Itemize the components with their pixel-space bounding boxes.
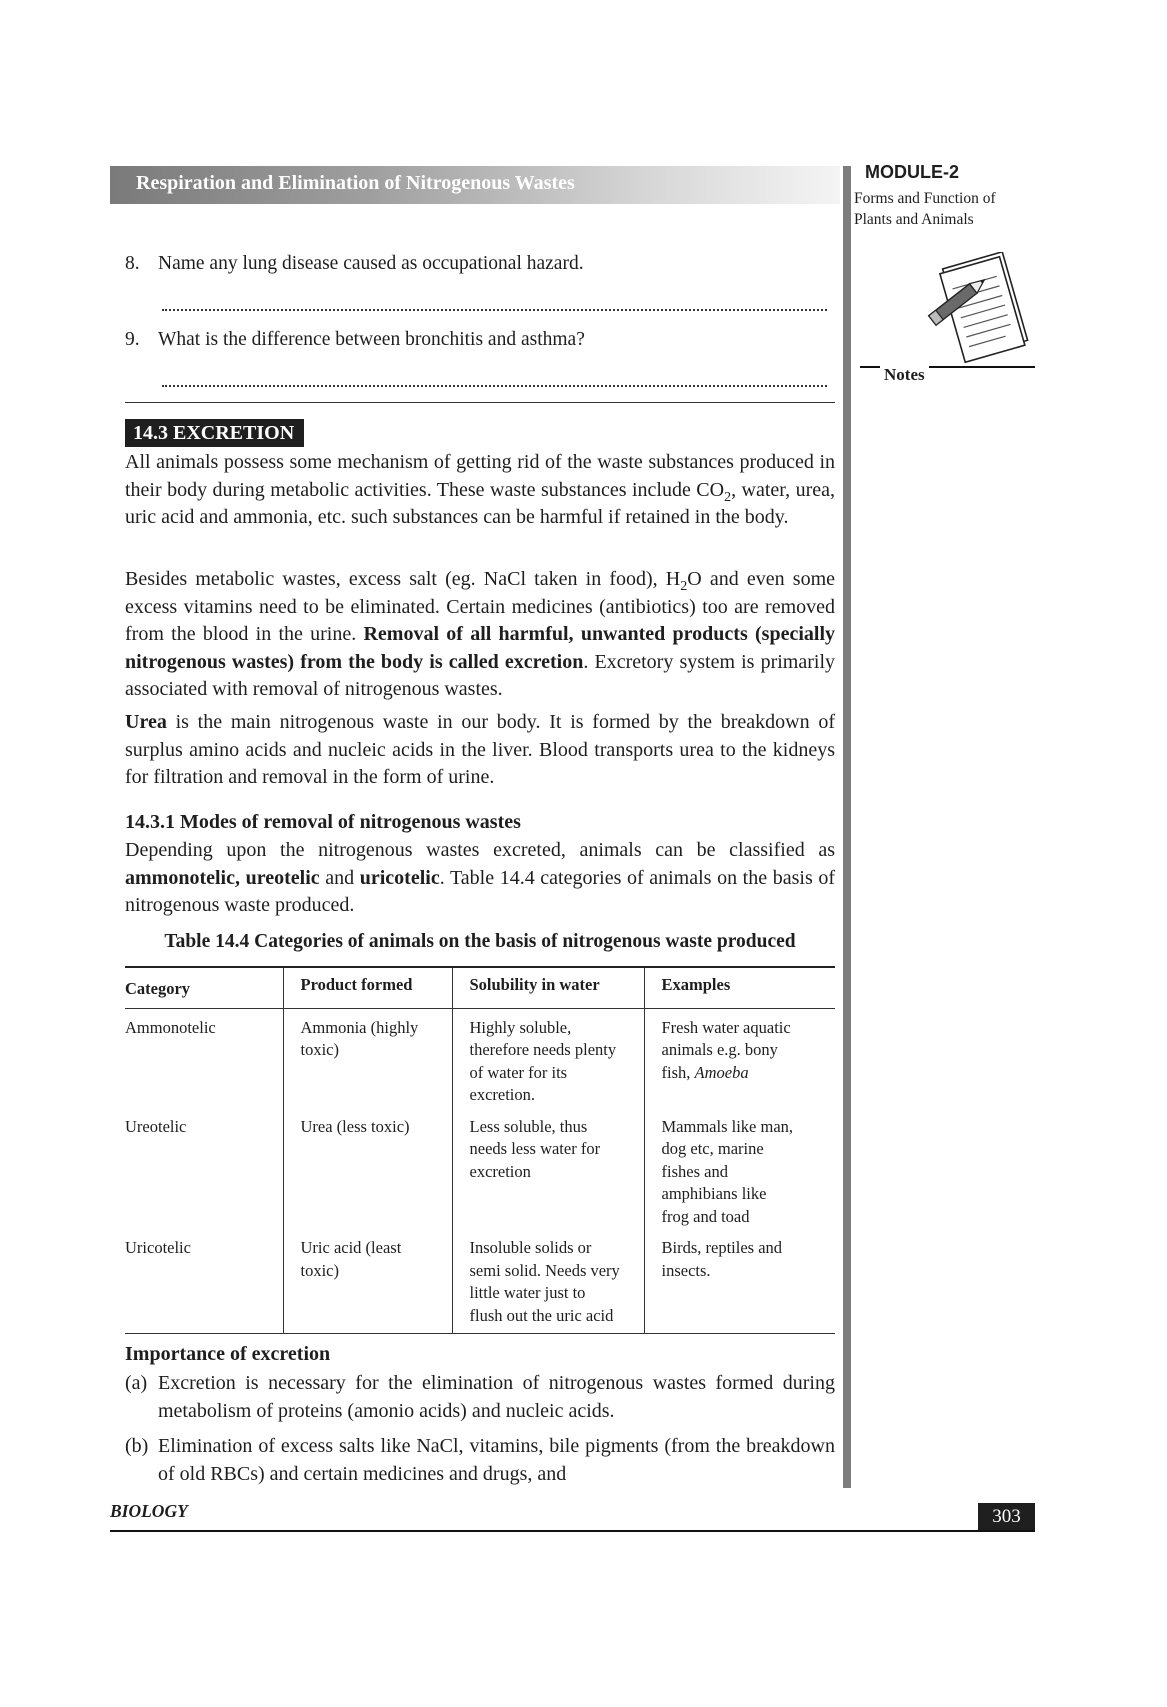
question-number: 8. bbox=[125, 253, 140, 274]
product-cell: Uric acid (least toxic) bbox=[283, 1234, 452, 1334]
module-subtitle-line1: Forms and Function of bbox=[854, 190, 996, 207]
column-header: Examples bbox=[644, 967, 835, 1008]
margin-divider bbox=[843, 166, 851, 1488]
paragraph-modes: Depending upon the nitrogenous wastes excreted, animals can be classified as ammonotelic, ureotelic and uricotelic. Table 14.4 categories of animals on the basis of nitrogenous waste produced. bbox=[125, 839, 835, 916]
subsection-heading: 14.3.1 Modes of removal of nitrogenous wastes bbox=[125, 811, 521, 833]
table-row bbox=[125, 1113, 835, 1235]
question-text: What is the difference between bronchitis and asthma? bbox=[158, 329, 585, 350]
category-cell: Uricotelic bbox=[125, 1234, 283, 1334]
answer-line bbox=[162, 305, 827, 311]
answer-line bbox=[162, 381, 827, 387]
list-item-label: (b) bbox=[125, 1435, 149, 1457]
column-header: Product formed bbox=[283, 967, 452, 1008]
importance-heading: Importance of excretion bbox=[125, 1343, 331, 1365]
solubility-cell: Insoluble solids or semi solid. Needs very little water just to flush out the uric acid bbox=[452, 1234, 644, 1334]
list-item-text: Excretion is necessary for the elimination of nitrogenous wastes formed during metabolism of proteins (amonio acids) and nucleic acids. bbox=[158, 1372, 835, 1422]
nitrogenous-waste-table bbox=[125, 966, 835, 1334]
question-8 bbox=[125, 251, 584, 277]
product-cell: Ammonia (highly toxic) bbox=[283, 1008, 452, 1113]
question-text: Name any lung disease caused as occupational hazard. bbox=[158, 253, 584, 274]
solubility-cell: Less soluble, thus needs less water for excretion bbox=[452, 1113, 644, 1235]
list-item bbox=[125, 1433, 835, 1488]
excretion-definition: Removal of all harmful, unwanted products (specially nitrogenous wastes) from the body is called excretion bbox=[125, 623, 835, 673]
footer-subject: BIOLOGY bbox=[110, 1501, 188, 1521]
module-label: MODULE-2 bbox=[865, 162, 959, 182]
notepad-pencil-icon bbox=[926, 252, 1036, 375]
category-cell: Ureotelic bbox=[125, 1116, 187, 1136]
table-row bbox=[125, 1008, 835, 1113]
module-subtitle-line2: Plants and Animals bbox=[854, 211, 974, 228]
list-item-text: Elimination of excess salts like NaCl, vitamins, bile pigments (from the breakdown of old RBCs) and certain medicines and drugs, and bbox=[158, 1435, 835, 1485]
list-item-label: (a) bbox=[125, 1372, 148, 1394]
chapter-title: Respiration and Elimination of Nitrogenous Wastes bbox=[136, 172, 575, 194]
paragraph-urea: Urea is the main nitrogenous waste in our body. It is formed by the breakdown of surplus amino acids and nucleic acids in the liver. Blood transports urea to the kidneys for filtration and removal in the form of urine. bbox=[125, 711, 835, 788]
notes-label: Notes bbox=[880, 364, 929, 386]
examples-cell: Fresh water aquatic animals e.g. bony fish, Amoeba bbox=[644, 1008, 835, 1113]
list-item bbox=[125, 1370, 835, 1425]
examples-cell: Birds, reptiles and insects. bbox=[644, 1234, 835, 1334]
footer-rule bbox=[110, 1530, 1035, 1532]
table-caption: Table 14.4 Categories of animals on the basis of nitrogenous waste produced bbox=[164, 931, 796, 952]
question-9 bbox=[125, 327, 585, 353]
table-row bbox=[125, 1234, 835, 1334]
solubility-cell: Highly soluble, therefore needs plenty of water for its excretion. bbox=[452, 1008, 644, 1113]
examples-cell: Mammals like man, dog etc, marine fishes and amphibians like frog and toad bbox=[644, 1113, 835, 1235]
paragraph-excretion-intro: All animals possess some mechanism of getting rid of the waste substances produced in their body during metabolic activities. These waste substances include $CO_2$, water, urea, uric acid and ammonia, etc. such substances can be harmful if retained in the body. bbox=[125, 451, 836, 528]
section-divider bbox=[125, 402, 835, 403]
column-header: Category bbox=[125, 967, 283, 1008]
section-heading: 14.3 EXCRETION bbox=[125, 419, 304, 447]
page-number: 303 bbox=[978, 1503, 1035, 1530]
module-subtitle bbox=[854, 188, 1054, 230]
product-cell: Urea (less toxic) bbox=[283, 1113, 452, 1235]
column-header: Solubility in water bbox=[452, 967, 644, 1008]
category-cell: Ammonotelic bbox=[125, 1017, 216, 1037]
question-number: 9. bbox=[125, 329, 140, 350]
paragraph-metabolic-wastes: Besides metabolic wastes, excess salt (eg. NaCl taken in food), $H_2O$ and even some excess vitamins need to be eliminated. Certain medicines (antibiotics) too are removed from the blood in the urine. Removal of all harmful, unwanted products (specially nitrogenous wastes) from the body is called excretion. Excretory system is primarily associated with removal of nitrogenous wastes. bbox=[125, 568, 836, 700]
table-header-row bbox=[125, 967, 835, 1008]
